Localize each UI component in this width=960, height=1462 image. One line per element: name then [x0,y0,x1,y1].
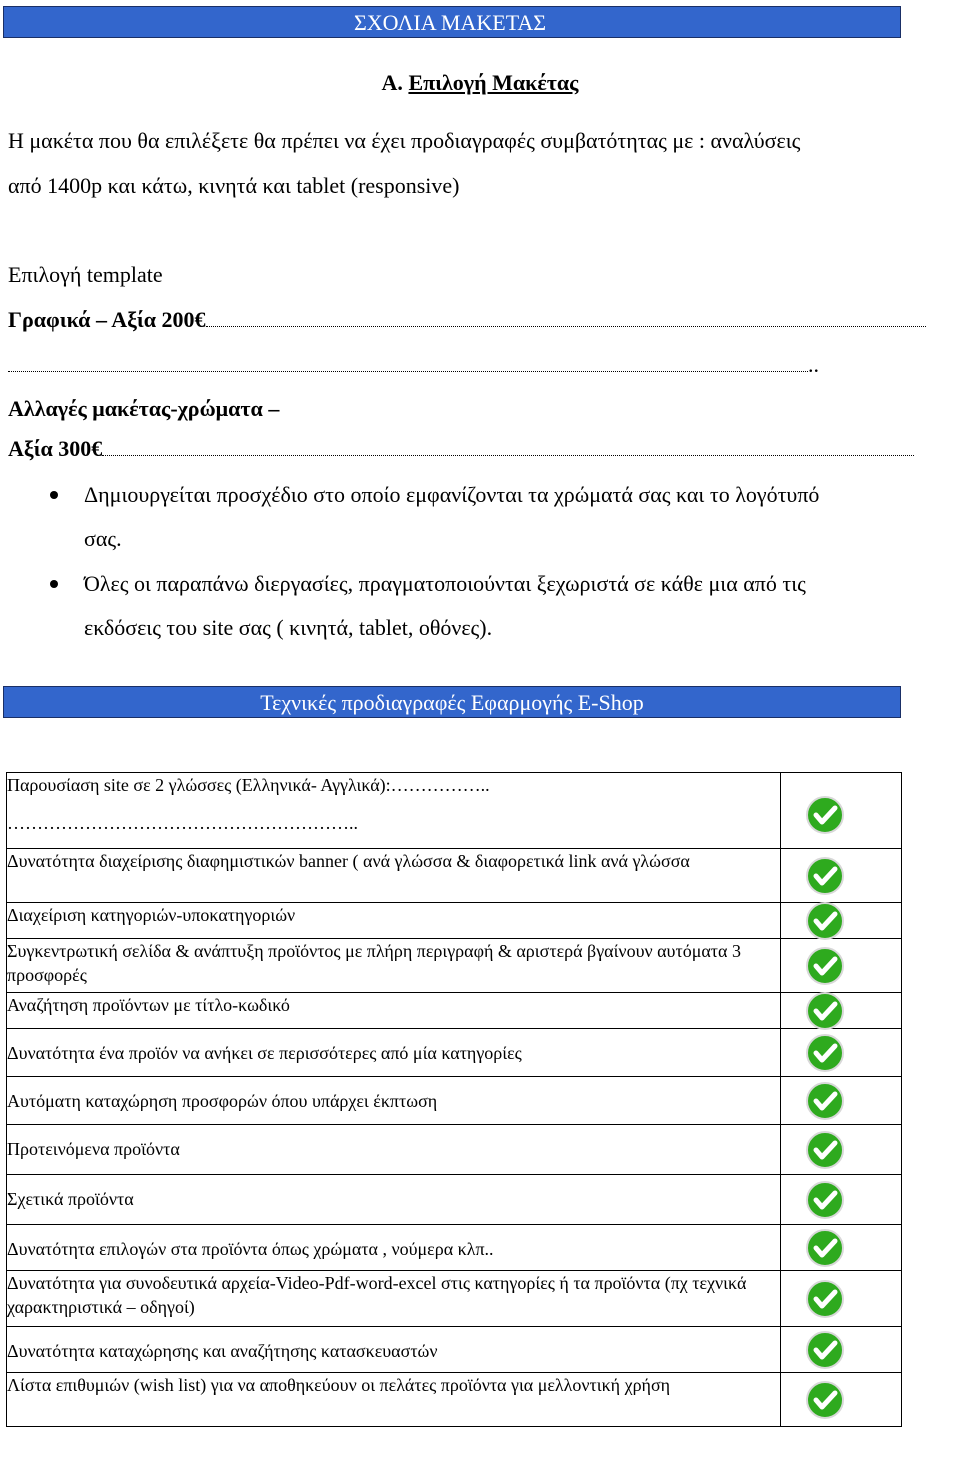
check-icon [805,901,845,941]
table-row [7,903,902,939]
spec-label: Αυτόματη καταχώρηση προσφορών όπου υπάρχει έκπτωση [7,1077,781,1125]
spec-label: Σχετικά προϊόντα [7,1175,781,1225]
bullet-2-line-2: εκδόσεις του site σας ( κινητά, tablet, οθόνες). [84,615,493,640]
table-row [7,849,902,903]
graphics-price [8,307,926,333]
bullet-dot [50,580,58,588]
spec-label: Προτεινόμενα προϊόντα [7,1125,781,1175]
bullet-2 [84,562,954,650]
graphics-dots-line [8,352,819,378]
spec-check-cell [780,939,901,993]
section-a-prefix: Α. [381,70,403,95]
graphics-dots-end: .. [808,352,819,377]
table-row [7,1029,902,1077]
intro-line-2: από 1400p και κάτω, κινητά και tablet (responsive) [8,173,460,198]
table-row [7,1077,902,1125]
check-icon [805,856,845,896]
check-icon [805,1033,845,1073]
spec-label: Δυνατότητα ένα προϊόν να ανήκει σε περισσότερες από μία κατηγορίες [7,1029,781,1077]
table-row [7,1125,902,1175]
spec-label: Διαχείριση κατηγοριών-υποκατηγοριών [7,903,781,939]
bullet-1 [84,473,954,561]
section-a-heading [0,70,960,96]
table-row [7,939,902,993]
changes-label: Αλλαγές μακέτας-χρώματα – [8,396,280,421]
spec-label: Δυνατότητα καταχώρησης και αναζήτησης κατασκευαστών [7,1327,781,1373]
spec-label: Δυνατότητα επιλογών στα προϊόντα όπως χρώματα , νούμερα κλπ.. [7,1225,781,1271]
check-icon [805,1081,845,1121]
dot-leader [206,326,926,327]
check-icon [805,1228,845,1268]
table-row [7,993,902,1029]
spec-check-cell [780,1271,901,1327]
spec-check-cell [780,903,901,939]
bullet-dot [50,491,58,499]
specs-title: Τεχνικές προδιαγραφές Εφαρμογής E-Shop [260,690,644,715]
spec-label: Δυνατότητα για συνοδευτικά αρχεία-Video-Pdf-word-excel στις κατηγορίες ή τα προϊόντα (πχ τεχνικά χαρακτηριστικά – οδηγοί) [7,1271,781,1327]
page-title: ΣΧΟΛΙΑ ΜΑΚΕΤΑΣ [353,10,547,35]
bullet-2-line-1: Όλες οι παραπάνω διεργασίες, πραγματοποιούνται ξεχωριστά σε κάθε μια από τις [84,571,806,596]
changes-price [8,436,914,462]
table-row [7,1175,902,1225]
check-icon [805,1380,845,1420]
spec-check-cell [780,1029,901,1077]
value-label: Αξία 300€ [8,436,103,461]
spec-check-cell [780,849,901,903]
page-title-bar [3,6,901,38]
graphics-label: Γραφικά – Αξία 200€ [8,307,206,332]
dot-leader [8,371,808,372]
table-row [7,1271,902,1327]
spec-check-cell [780,1175,901,1225]
intro-line-1: Η μακέτα που θα επιλέξετε θα πρέπει να έχει προδιαγραφές συμβατότητας με : αναλύσεις [8,128,801,153]
check-icon [805,1180,845,1220]
spec-check-cell [780,993,901,1029]
table-row [7,773,902,849]
check-icon [805,1330,845,1370]
section-a-title: Επιλογή Μακέτας [408,70,579,95]
check-icon [805,946,845,986]
specs-title-bar [3,686,901,718]
specs-table [6,772,902,1427]
spec-label: Συγκεντρωτική σελίδα & ανάπτυξη προϊόντος με πλήρη περιγραφή & αριστερά βγαίνουν αυτόματα 3 προσφορές [7,939,781,993]
spec-check-cell [780,773,901,849]
check-icon [805,991,845,1031]
spec-label: Δυνατότητα διαχείρισης διαφημιστικών banner ( ανά γλώσσα & διαφορετικά link ανά γλώσσα [7,849,781,903]
spec-label: Αναζήτηση προϊόντων με τίτλο-κωδικό [7,993,781,1029]
check-icon [805,795,845,835]
table-row [7,1373,902,1427]
table-row [7,1327,902,1373]
table-row [7,1225,902,1271]
spec-check-cell [780,1225,901,1271]
template-label: Επιλογή template [8,262,163,287]
spec-label: Παρουσίαση site σε 2 γλώσσες (Ελληνικά- Αγγλικά):…………….. ………………………………………………….. [7,773,781,849]
dot-leader [102,455,914,456]
spec-check-cell [780,1077,901,1125]
check-icon [805,1130,845,1170]
bullet-1-line-1: Δημιουργείται προσχέδιο στο οποίο εμφανίζονται τα χρώματά σας και το λογότυπό [84,482,820,507]
spec-check-cell [780,1125,901,1175]
spec-check-cell [780,1327,901,1373]
spec-check-cell [780,1373,901,1427]
spec-label: Λίστα επιθυμιών (wish list) για να αποθηκεύουν οι πελάτες προϊόντα για μελλοντική χρήση [7,1373,781,1427]
check-icon [805,1279,845,1319]
bullet-1-line-2: σας. [84,526,122,551]
